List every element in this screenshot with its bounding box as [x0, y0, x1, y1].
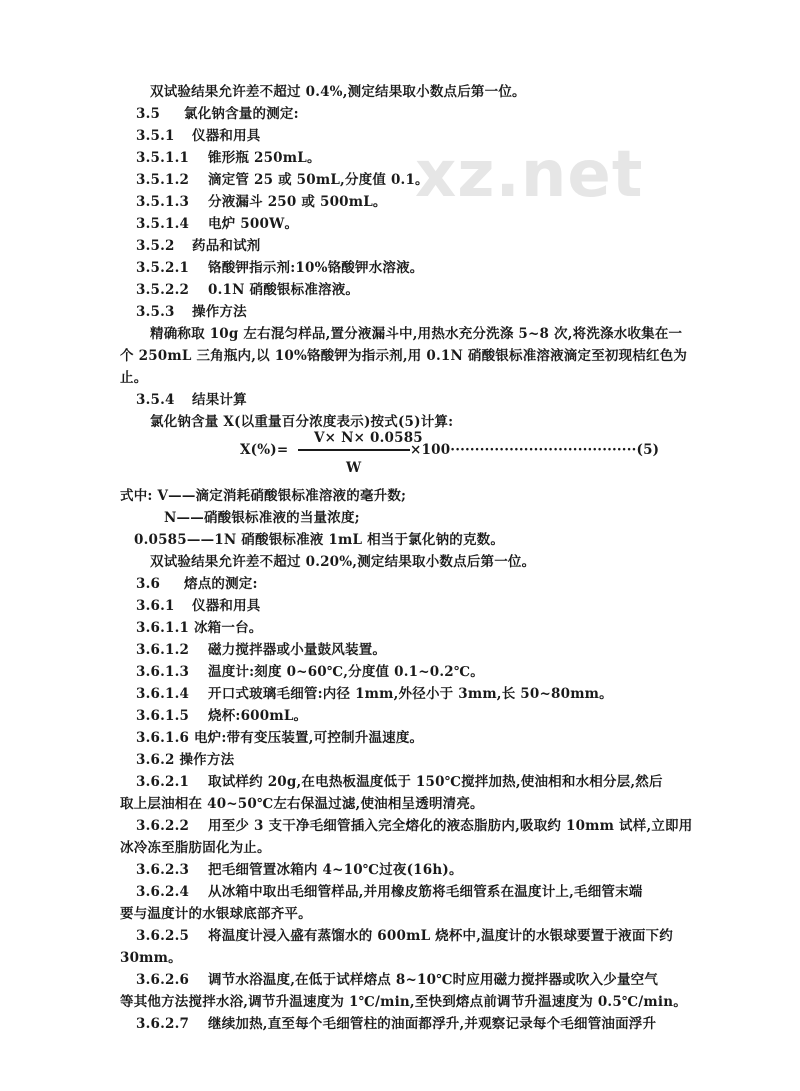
section-heading: 3.6.2 操作方法	[136, 752, 235, 768]
formula-lhs: X(%)=	[240, 442, 289, 458]
section-number: 3.5	[136, 106, 161, 122]
formula-denominator: W	[346, 460, 362, 476]
section-heading	[136, 574, 258, 594]
item-text: 滴定管 25 或 50mL,分度值 0.1。	[208, 172, 429, 188]
list-item	[136, 280, 359, 300]
paragraph-line: 精确称取 10g 左右混匀样品,置分液漏斗中,用热水充分洗涤 5~8 次,将洗涤水收集在一	[150, 326, 683, 342]
item-text: 把毛细管置冰箱内 4~10℃过夜(16h)。	[208, 862, 463, 878]
paragraph-line: 氯化钠含量 X(以重量百分浓度表示)按式(5)计算:	[150, 414, 454, 430]
paragraph-line: 30mm。	[120, 950, 182, 966]
list-item	[136, 860, 463, 880]
item-number: 3.6.2.2	[136, 818, 190, 834]
item-number: 3.5.2.2	[136, 282, 190, 298]
watermark: xz.net	[415, 138, 644, 212]
section-heading	[136, 104, 299, 124]
list-item	[136, 882, 643, 902]
list-item	[136, 706, 307, 726]
item-number: 3.6.2.3	[136, 862, 190, 878]
item-text: 温度计:刻度 0~60℃,分度值 0.1~0.2℃。	[208, 664, 484, 680]
list-item	[136, 258, 424, 278]
item-number: 3.5.1.1	[136, 150, 190, 166]
paragraph-line: 冰冷冻至脂肪固化为止。	[120, 840, 271, 856]
fraction-bar	[298, 449, 410, 451]
item-text: 将温度计浸入盛有蒸馏水的 600mL 烧杯中,温度计的水银球要置于液面下约	[208, 928, 673, 944]
section-number: 3.6	[136, 576, 161, 592]
section-heading	[136, 596, 261, 616]
section-heading	[136, 126, 261, 146]
item-text: 0.1N 硝酸银标准溶液。	[208, 282, 360, 298]
list-item	[136, 970, 658, 990]
paragraph-line: 式中: V——滴定消耗硝酸银标准溶液的毫升数;	[120, 488, 407, 504]
item-number: 3.5.1.4	[136, 216, 190, 232]
list-item	[136, 148, 321, 168]
list-item	[136, 214, 298, 234]
item-number: 3.5.1.2	[136, 172, 190, 188]
section-title: 仪器和用具	[192, 598, 261, 614]
paragraph-line: N——硝酸银标准液的当量浓度;	[164, 510, 360, 526]
item-number: 3.6.2.1	[136, 774, 190, 790]
list-item	[136, 684, 613, 704]
section-title: 仪器和用具	[192, 128, 261, 144]
item-number: 3.6.1.5	[136, 708, 190, 724]
paragraph-line: 0.0585——1N 硝酸银标准液 1mL 相当于氯化钠的克数。	[134, 532, 505, 548]
list-item	[136, 662, 484, 682]
list-item	[136, 1014, 656, 1034]
item-number: 3.5.2.1	[136, 260, 190, 276]
paragraph-line: 双试验结果允许差不超过 0.4%,测定结果取小数点后第一位。	[150, 84, 526, 100]
list-item	[136, 192, 387, 212]
item-number: 3.6.2.6	[136, 972, 190, 988]
list-item: 3.6.1.6 电炉:带有变压装置,可控制升温速度。	[136, 730, 424, 746]
paragraph-line: 等其他方法搅拌水浴,调节升温速度为 1℃/min,至快到熔点前调节升温速度为 0.5℃/min。	[120, 994, 687, 1010]
section-heading	[136, 236, 261, 256]
item-text: 锥形瓶 250mL。	[208, 150, 321, 166]
paragraph-line: 要与温度计的水银球底部齐平。	[120, 906, 312, 922]
list-item	[136, 816, 692, 836]
paragraph-line: 取上层油相在 40~50℃左右保温过滤,使油相呈透明清亮。	[120, 796, 484, 812]
section-number: 3.5.1	[136, 128, 175, 144]
list-item	[136, 926, 673, 946]
item-number: 3.6.1.3	[136, 664, 190, 680]
item-number: 3.6.2.4	[136, 884, 190, 900]
item-number: 3.5.1.3	[136, 194, 190, 210]
item-text: 电炉 500W。	[208, 216, 299, 232]
section-title: 操作方法	[192, 304, 247, 320]
item-text: 分液漏斗 250 或 500mL。	[208, 194, 387, 210]
section-title: 氯化钠含量的测定:	[184, 106, 299, 122]
formula-rhs: ×100······································(5)	[410, 442, 660, 458]
list-item: 3.6.1.1 冰箱一台。	[136, 620, 263, 636]
paragraph-line: 双试验结果允许差不超过 0.20%,测定结果取小数点后第一位。	[150, 554, 536, 570]
item-number: 3.6.2.7	[136, 1016, 190, 1032]
item-number: 3.6.1.2	[136, 642, 190, 658]
section-heading	[136, 302, 247, 322]
item-text: 从冰箱中取出毛细管样品,并用橡皮筋将毛细管系在温度计上,毛细管末端	[208, 884, 643, 900]
paragraph-line: 止。	[120, 370, 148, 386]
section-number: 3.6.1	[136, 598, 175, 614]
item-text: 用至少 3 支干净毛细管插入完全熔化的液态脂肪内,吸取约 10mm 试样,立即用	[208, 818, 693, 834]
section-heading	[136, 390, 247, 410]
list-item	[136, 640, 386, 660]
formula-numerator: V× N× 0.0585	[314, 430, 423, 446]
item-number: 3.6.2.5	[136, 928, 190, 944]
item-text: 磁力搅拌器或小量鼓风装置。	[208, 642, 387, 658]
section-number: 3.5.4	[136, 392, 175, 408]
item-text: 铬酸钾指示剂:10%铬酸钾水溶液。	[208, 260, 424, 276]
list-item	[136, 170, 429, 190]
item-text: 取试样约 20g,在电热板温度低于 150℃搅拌加热,使油相和水相分层,然后	[208, 774, 663, 790]
section-title: 药品和试剂	[192, 238, 261, 254]
item-number: 3.6.1.4	[136, 686, 190, 702]
item-text: 开口式玻璃毛细管:内径 1mm,外径小于 3mm,长 50~80mm。	[208, 686, 613, 702]
item-text: 调节水浴温度,在低于试样熔点 8~10℃时应用磁力搅拌器或吹入少量空气	[208, 972, 659, 988]
section-title: 结果计算	[192, 392, 247, 408]
item-text: 继续加热,直至每个毛细管柱的油面都浮升,并观察记录每个毛细管油面浮升	[208, 1016, 657, 1032]
section-number: 3.5.3	[136, 304, 175, 320]
section-title: 熔点的测定:	[184, 576, 258, 592]
paragraph-line: 个 250mL 三角瓶内,以 10%铬酸钾为指示剂,用 0.1N 硝酸银标准溶液滴定至初现桔红色为	[120, 348, 688, 364]
section-number: 3.5.2	[136, 238, 175, 254]
item-text: 烧杯:600mL。	[208, 708, 308, 724]
list-item	[136, 772, 663, 792]
